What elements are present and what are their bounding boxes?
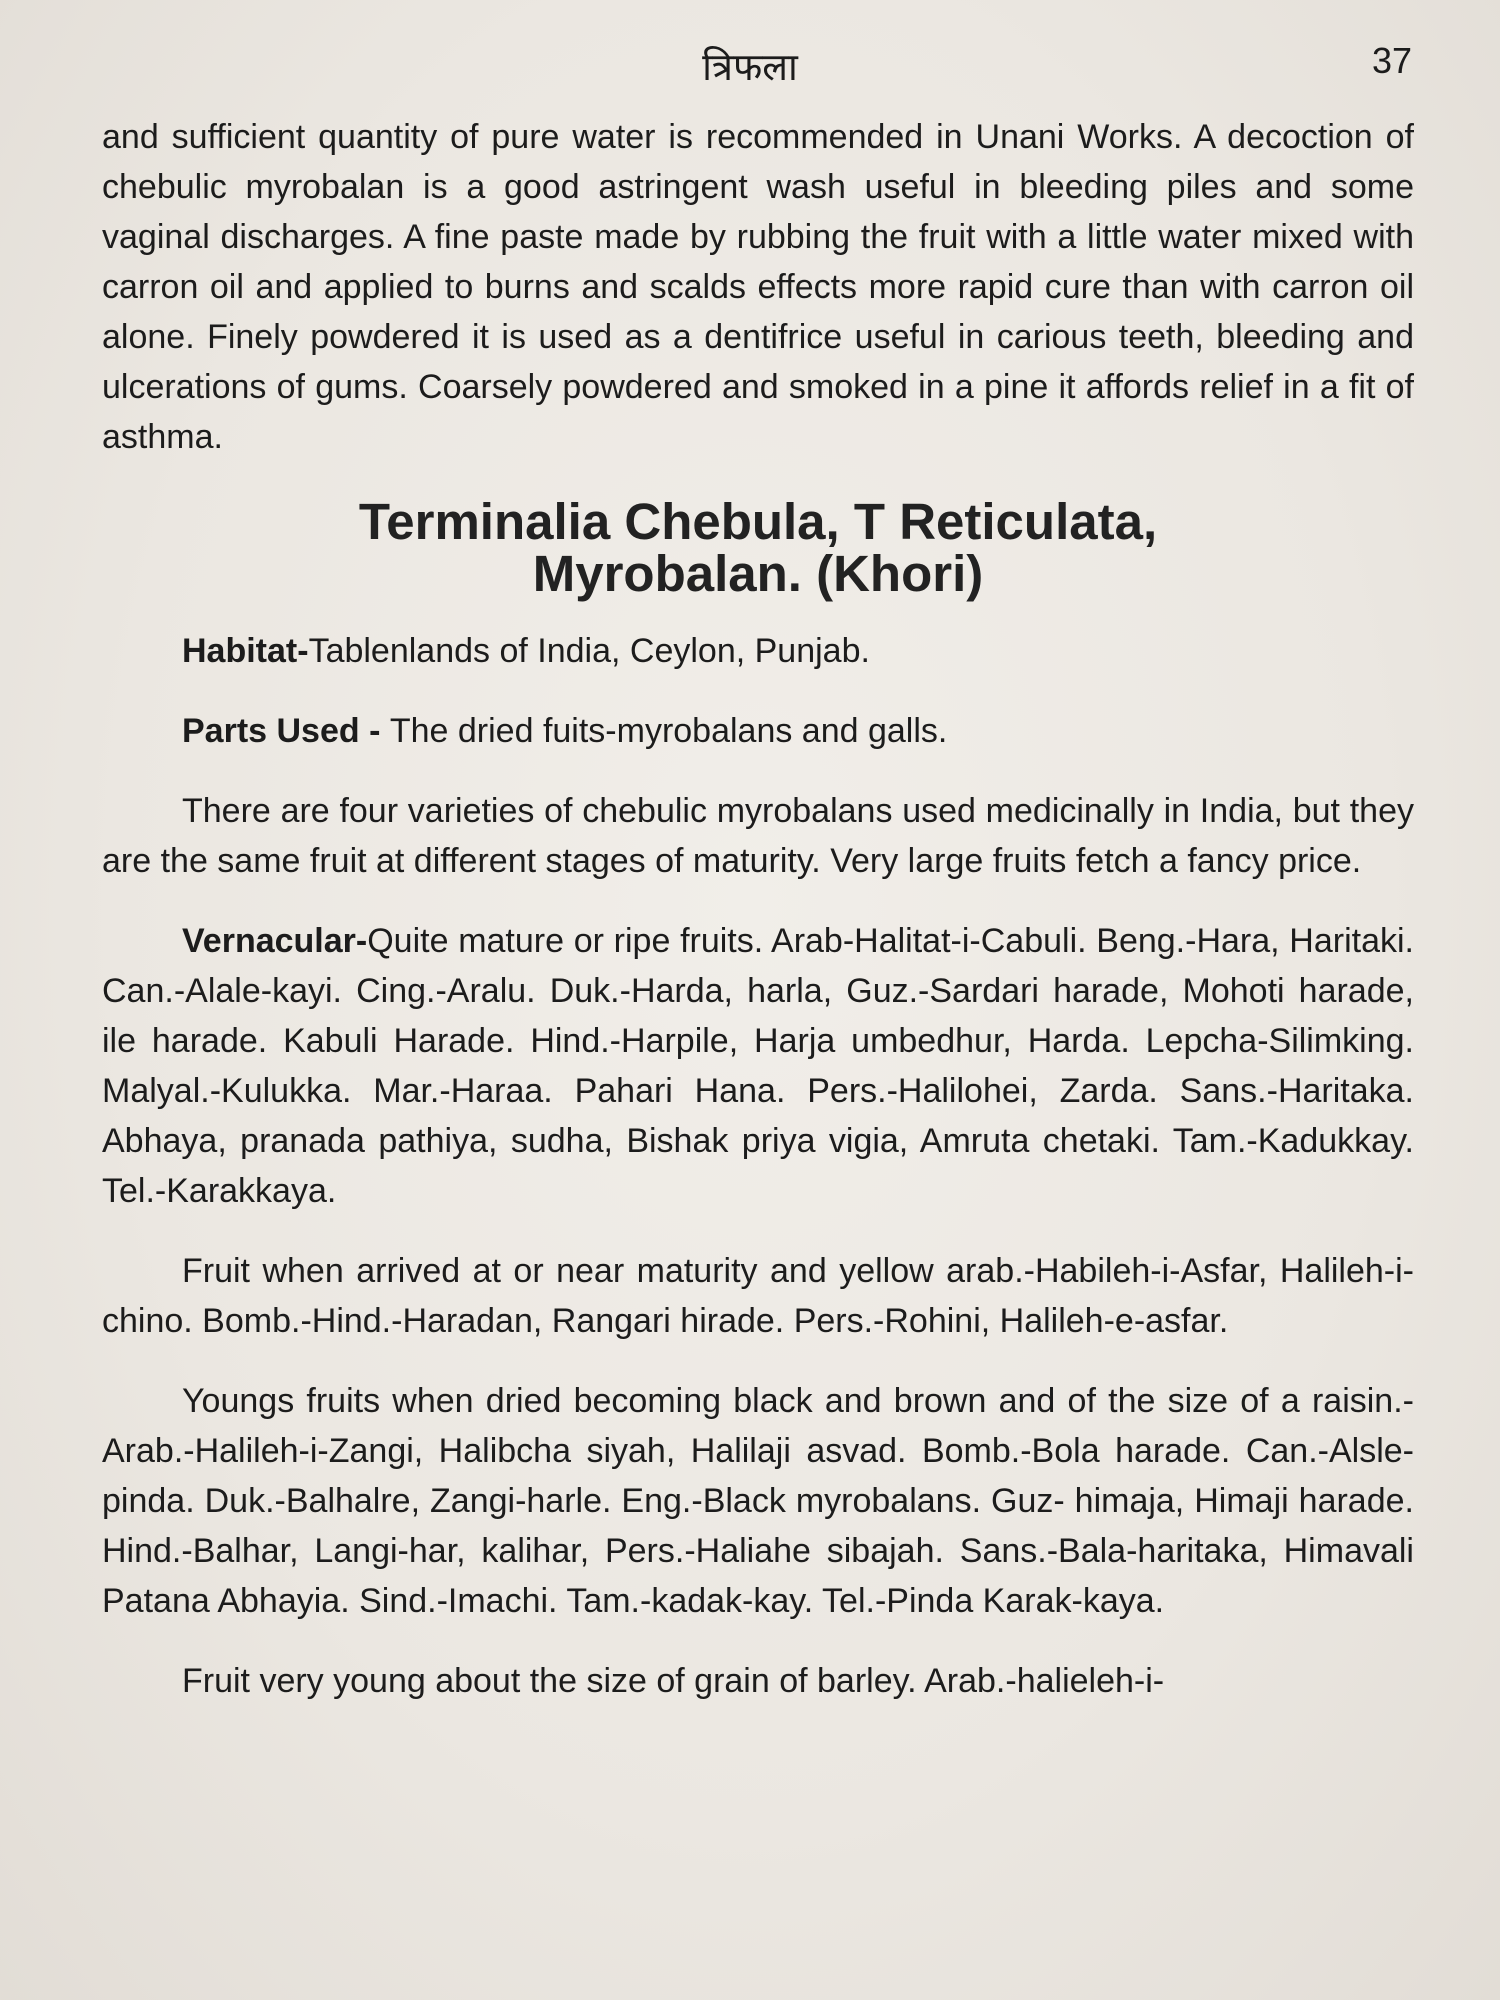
vernacular-paragraph xyxy=(102,916,1414,1216)
heading-line-1: Terminalia Chebula, T Reticulata, xyxy=(358,493,1158,550)
section-heading xyxy=(102,493,1414,602)
near-maturity-paragraph: Fruit when arrived at or near maturity and yellow arab.-Habileh-i-Asfar, Halileh-i-chino. Bomb.-Hind.-Haradan, Rangari hirade. Pers.-Rohini, Halileh-e-asfar. xyxy=(102,1252,1414,1340)
parts-used-text: The dried fuits-myrobalans and galls. xyxy=(389,712,948,750)
very-young-paragraph: Fruit very young about the size of grain of barley. Arab.-halieleh-i- xyxy=(182,1662,1165,1700)
intro-paragraph: and sufficient quantity of pure water is recommended in Unani Works. A decoction of chebulic myrobalan is a good astringent wash useful in bleeding piles and some vaginal discharges. A fine paste made by rubbing the fruit with a little water mixed with carron oil and applied to burns and scalds effects more rapid cure than with carron oil alone. Finely powdered it is used as a dentifrice useful in carious teeth, bleeding and ulcerations of gums. Coarsely powdered and smoked in a pine it affords relief in a fit of asthma. xyxy=(102,118,1414,456)
vernacular-label: Vernacular- xyxy=(182,922,368,960)
heading-line-2: Myrobalan. (Khori) xyxy=(532,545,984,602)
young-fruits-paragraph: Youngs fruits when dried becoming black and brown and of the size of a raisin.-Arab.-Halileh-i-Zangi, Halibcha siyah, Halilaji asvad. Bomb.-Bola harade. Can.-Alsle-pinda. Duk.-Balhalre, Zangi-harle. Eng.-Black myrobalans. Guz- himaja, Himaji harade. Hind.-Balhar, Langi-har, kalihar, Pers.-Haliahe sibajah. Sans.-Bala-haritaka, Himavali Patana Abhayia. Sind.-Imachi. Tam.-kadak-kay. Tel.-Pinda Karak-kaya. xyxy=(102,1382,1414,1620)
running-title: त्रिफला xyxy=(702,45,798,89)
parts-used-label: Parts Used - xyxy=(182,712,390,750)
parts-used-paragraph xyxy=(102,706,1414,756)
vernacular-text: Quite mature or ripe fruits. Arab-Halitat-i-Cabuli. Beng.-Hara, Haritaki. Can.-Alale-kayi. Cing.-Aralu. Duk.-Harda, harla, Guz.-Sardari harade, Mohoti harade, ile harade. Kabuli Harade. Hind.-Harpile, Harja umbedhur, Harda. Lepcha-Silimking. Malyal.-Kulukka. Mar.-Haraa. Pahari Hana. Pers.-Halilohei, Zarda. Sans.-Haritaka. Abhaya, pranada pathiya, sudha, Bishak priya vigia, Amruta chetaki. Tam.-Kadukkay. Tel.-Karakkaya. xyxy=(102,922,1414,1210)
running-header xyxy=(0,38,1500,88)
varieties-paragraph: There are four varieties of chebulic myrobalans used medicinally in India, but they are the same fruit at different stages of maturity. Very large fruits fetch a fancy price. xyxy=(102,792,1414,880)
page-number: 37 xyxy=(1371,40,1412,81)
page-body xyxy=(102,112,1414,1706)
habitat-label: Habitat- xyxy=(182,632,309,670)
habitat-paragraph xyxy=(102,626,1414,676)
habitat-text: Tablenlands of India, Ceylon, Punjab. xyxy=(308,632,870,670)
